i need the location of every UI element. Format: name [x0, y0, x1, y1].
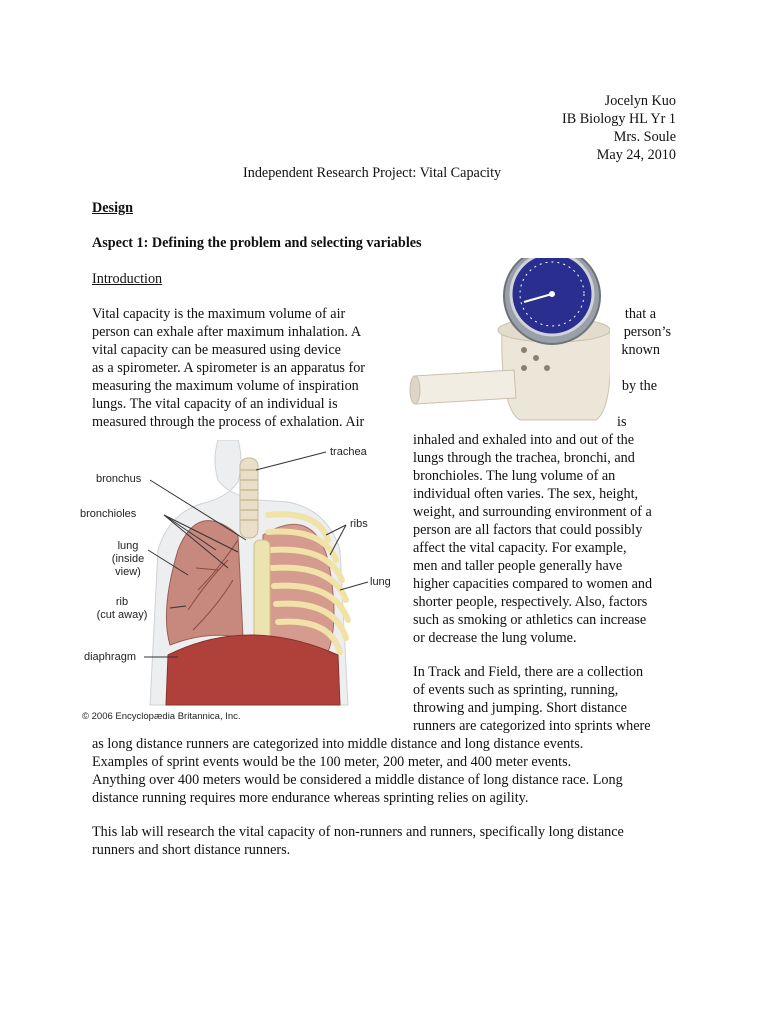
page-title: Independent Research Project: Vital Capacity: [243, 165, 502, 181]
text-line: lungs. The vital capacity of an individual is: [92, 396, 338, 412]
label-line: (cut away): [96, 609, 148, 621]
text-line: This lab will research the vital capacity of non-runners and runners, specifically long distance: [92, 824, 624, 840]
text-fragment: by the: [621, 378, 657, 394]
label-line: (inside: [111, 553, 145, 565]
spirometer-image: [404, 258, 610, 430]
figure-copyright: © 2006 Encyclopædia Britannica, Inc.: [82, 711, 241, 722]
text-line: Examples of sprint events would be the 100 meter, 200 meter, and 400 meter events.: [92, 754, 572, 770]
text-line: In Track and Field, there are a collection: [413, 664, 644, 680]
label-bronchus: bronchus: [96, 473, 142, 485]
text-line: weight, and surrounding environment of a: [413, 504, 652, 520]
section-design-heading: Design: [92, 200, 133, 216]
text-fragment: that a: [624, 306, 656, 322]
label-lung-inside: [108, 540, 148, 579]
text-line: measuring the maximum volume of inspiration: [92, 378, 359, 394]
text-line: bronchioles. The lung volume of an: [413, 468, 616, 484]
text-fragment: known: [621, 342, 660, 358]
text-line: higher capacities compared to women and: [413, 576, 653, 592]
text-line: lungs through the trachea, bronchi, and: [413, 450, 635, 466]
text-line: as long distance runners are categorized into middle distance and long distance events.: [92, 736, 584, 752]
text-line: person can exhale after maximum inhalation. A: [92, 324, 362, 340]
text-line: individual often varies. The sex, height,: [413, 486, 639, 502]
label-trachea: trachea: [330, 446, 367, 458]
introduction-heading: Introduction: [92, 271, 163, 287]
label-bronchioles: bronchioles: [80, 508, 137, 520]
course-name: IB Biology HL Yr 1: [561, 111, 676, 127]
text-line: of events such as sprinting, running,: [413, 682, 619, 698]
text-line: such as smoking or athletics can increase: [413, 612, 647, 628]
text-line: runners and short distance runners.: [92, 842, 291, 858]
lung-anatomy-figure: [78, 440, 408, 725]
teacher-name: Mrs. Soule: [613, 129, 676, 145]
text-line: as a spirometer. A spirometer is an apparatus for: [92, 360, 366, 376]
text-fragment: is: [617, 414, 627, 430]
author-name: Jocelyn Kuo: [604, 93, 676, 109]
label-line: lung: [117, 540, 139, 552]
text-fragment: person’s: [623, 324, 671, 340]
text-line: measured through the process of exhalation. Air: [92, 414, 365, 430]
text-line: inhaled and exhaled into and out of the: [413, 432, 635, 448]
label-line: rib: [115, 596, 129, 608]
label-ribs: ribs: [350, 518, 368, 530]
text-line: distance running requires more endurance whereas sprinting relies on agility.: [92, 790, 529, 806]
text-line: shorter people, respectively. Also, factors: [413, 594, 648, 610]
label-diaphragm: diaphragm: [84, 651, 136, 663]
text-line: person are all factors that could possibly: [413, 522, 643, 538]
text-line: runners are categorized into sprints where: [413, 718, 651, 734]
text-line: or decrease the lung volume.: [413, 630, 577, 646]
text-line: Vital capacity is the maximum volume of air: [92, 306, 346, 322]
label-lung: lung: [370, 576, 391, 588]
text-line: vital capacity can be measured using device: [92, 342, 341, 358]
text-line: Anything over 400 meters would be considered a middle distance of long distance race. Long: [92, 772, 623, 788]
label-line: view): [115, 566, 141, 578]
text-line: throwing and jumping. Short distance: [413, 700, 627, 716]
doc-date: May 24, 2010: [596, 147, 676, 163]
aspect-heading: Aspect 1: Defining the problem and selecting variables: [92, 235, 422, 251]
label-rib: [86, 596, 158, 622]
text-line: men and taller people generally have: [413, 558, 623, 574]
text-line: affect the vital capacity. For example,: [413, 540, 627, 556]
